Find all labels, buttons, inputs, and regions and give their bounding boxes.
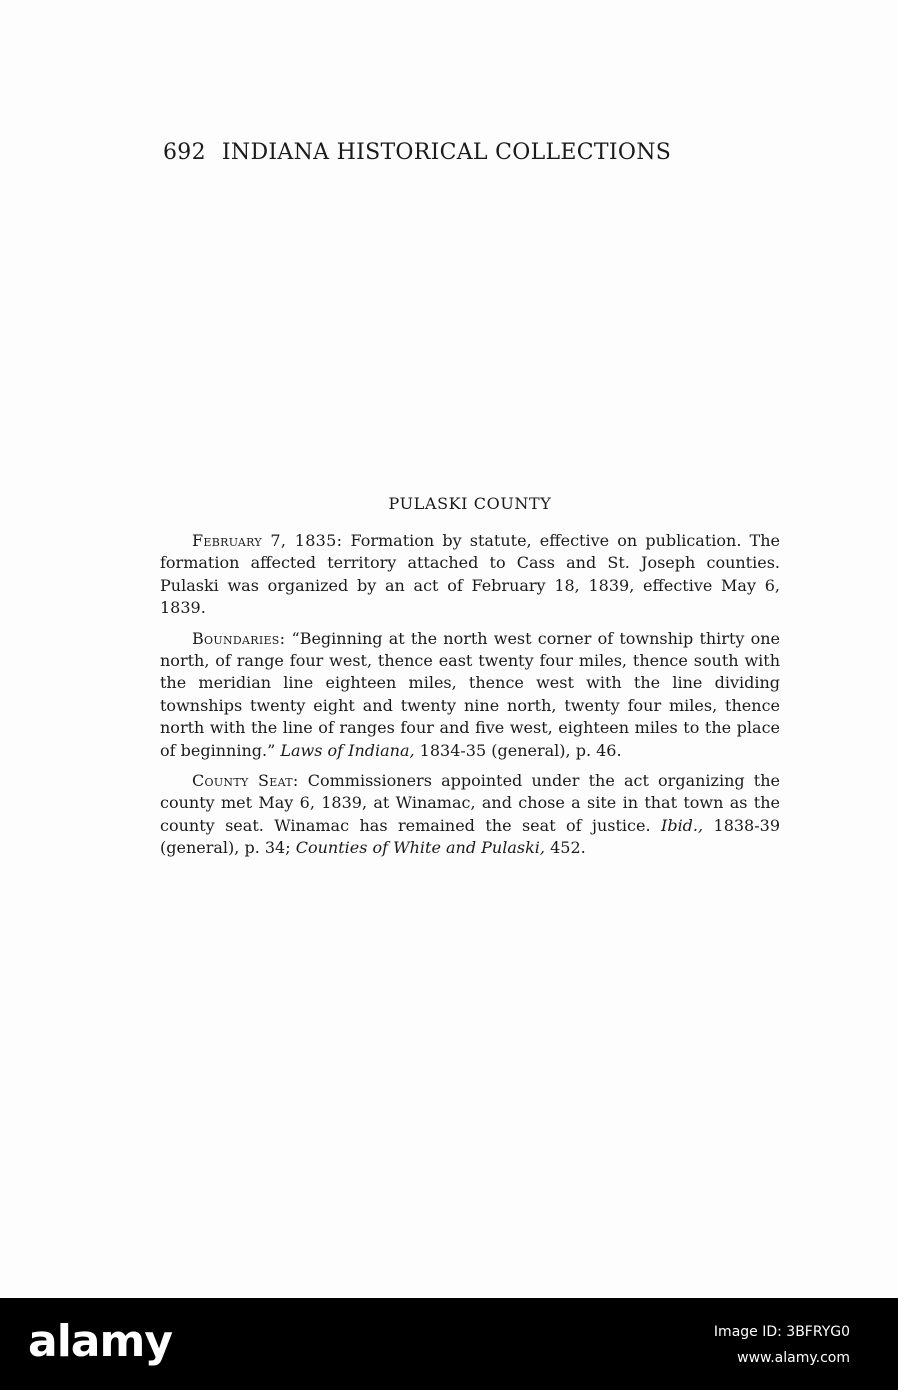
boundaries-paragraph	[160, 628, 780, 762]
image-id: Image ID: 3BFRYG0	[713, 1324, 850, 1340]
site-url: www.alamy.com	[737, 1350, 850, 1366]
watermark-footer	[0, 1298, 898, 1390]
boundaries-text: “Beginning at the north west corner of township thirty one north, of range four west, thence east twenty four miles, thence south with the meridian line eighteen miles, thence west with the line dividing townships twenty eight and twenty nine north, twenty four miles, thence north with the line of ranges four and five west, eighteen miles to the place of beginning.”	[160, 628, 780, 760]
formation-label: February 7, 1835:	[192, 531, 343, 550]
counties-citation-title: Counties of White and Pulaski,	[295, 838, 545, 858]
alamy-logo: alamy	[28, 1316, 172, 1367]
boundaries-citation-title: Laws of Indiana,	[280, 740, 415, 760]
running-head	[163, 140, 671, 165]
boundaries-citation-rest: 1834-35 (general), p. 46.	[414, 740, 622, 760]
section-title: PULASKI COUNTY	[388, 494, 552, 513]
running-title: INDIANA HISTORICAL COLLECTIONS	[221, 140, 672, 165]
ibid-citation-rest: 1838-39 (general), p. 34;	[160, 815, 781, 858]
formation-text: Formation by statute, effective on publication. The formation affected territory attached to Cass and St. Joseph counties. Pulaski was organized by an act of February 18, 1839, effective May 6, 1839.	[160, 531, 781, 618]
county-seat-text: Commissioners appointed under the act organizing the county met May 6, 1839, at Winamac, and chose a site in that town as the county seat. Winamac has remained the seat of justice.	[160, 771, 780, 835]
boundaries-label: Boundaries:	[192, 628, 286, 648]
formation-paragraph	[160, 530, 780, 620]
counties-citation-rest: 452.	[545, 838, 586, 858]
ibid-citation: Ibid.,	[661, 815, 704, 835]
county-seat-label: County Seat:	[192, 771, 299, 791]
county-seat-paragraph	[160, 770, 780, 860]
page-number: 692	[163, 140, 206, 165]
body-text	[160, 530, 780, 868]
